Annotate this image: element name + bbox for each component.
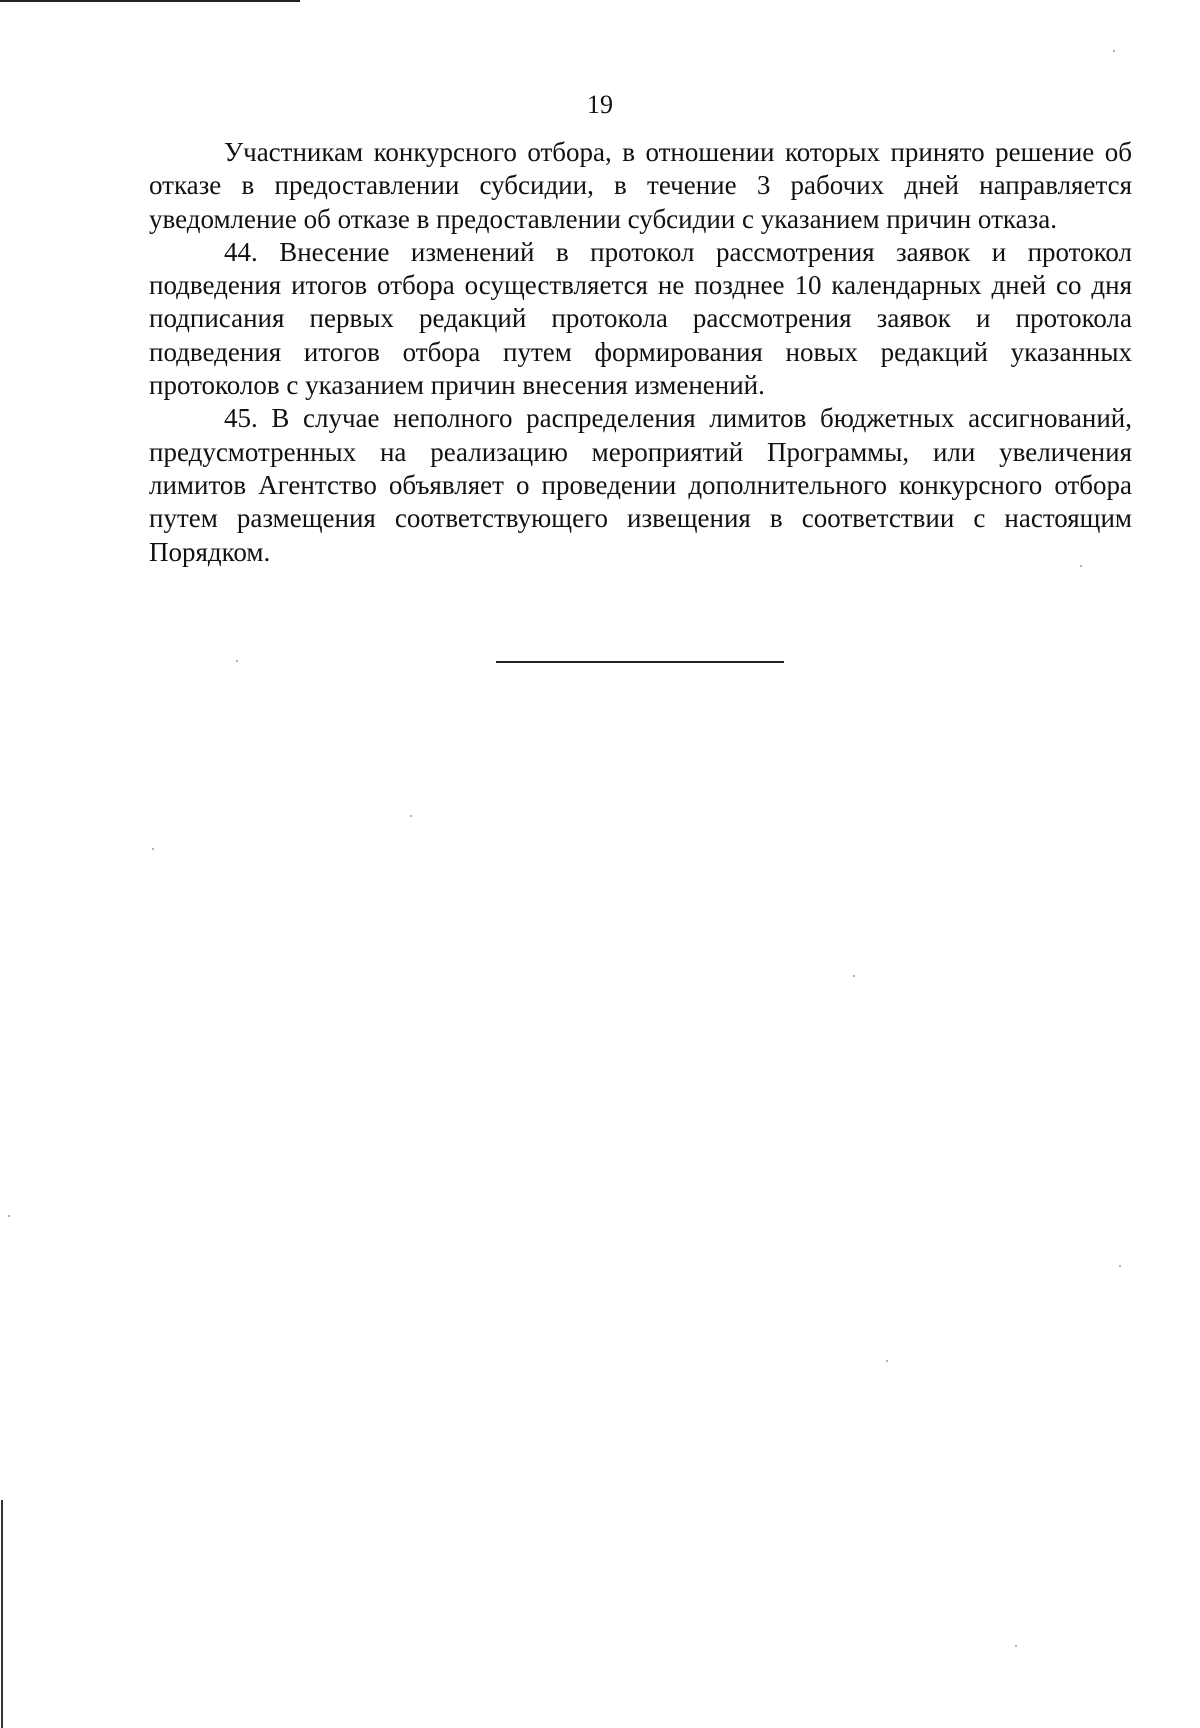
paragraph-refusal-notice: Участникам конкурсного отбора, в отношении которых принято решение об отказе в предоставлении субсидии, в течение 3 рабочих дней направляется уведомление об отказе в предоставлении субсидии с указанием причин отказа. — [149, 137, 1132, 234]
scan-speck — [1119, 1265, 1121, 1267]
page-number: 19 — [587, 90, 613, 119]
scan-edge-left — [1, 1500, 3, 1728]
scan-speck — [236, 660, 238, 662]
paragraph-44: 44. Внесение изменений в протокол рассмотрения заявок и протокол подведения итогов отбора осуществляется не позднее 10 календарных дней со дня подписания первых редакций протокола рассмотрения заявок и протокола подведения итогов отбора путем формирования новых редакций указанных протоколов с указанием причин внесения изменений. — [149, 236, 1132, 401]
scan-speck — [1080, 565, 1082, 567]
scan-edge-top — [0, 0, 300, 2]
scan-speck — [410, 815, 412, 817]
scan-speck — [853, 975, 855, 977]
end-of-text-rule — [496, 661, 784, 663]
scan-speck — [886, 1360, 888, 1362]
scan-speck — [1113, 50, 1115, 52]
paragraph-45: 45. В случае неполного распределения лимитов бюджетных ассигнований, предусмотренных на реализацию мероприятий Программы, или увеличения лимитов Агентство объявляет о проведении дополнительного конкурсного отбора путем размещения соответствующего извещения в соответствии с настоящим Порядком. — [149, 403, 1132, 567]
scan-speck — [8, 1215, 10, 1217]
scan-speck — [152, 848, 154, 850]
scan-speck — [1015, 1645, 1017, 1647]
document-body — [149, 136, 1132, 569]
